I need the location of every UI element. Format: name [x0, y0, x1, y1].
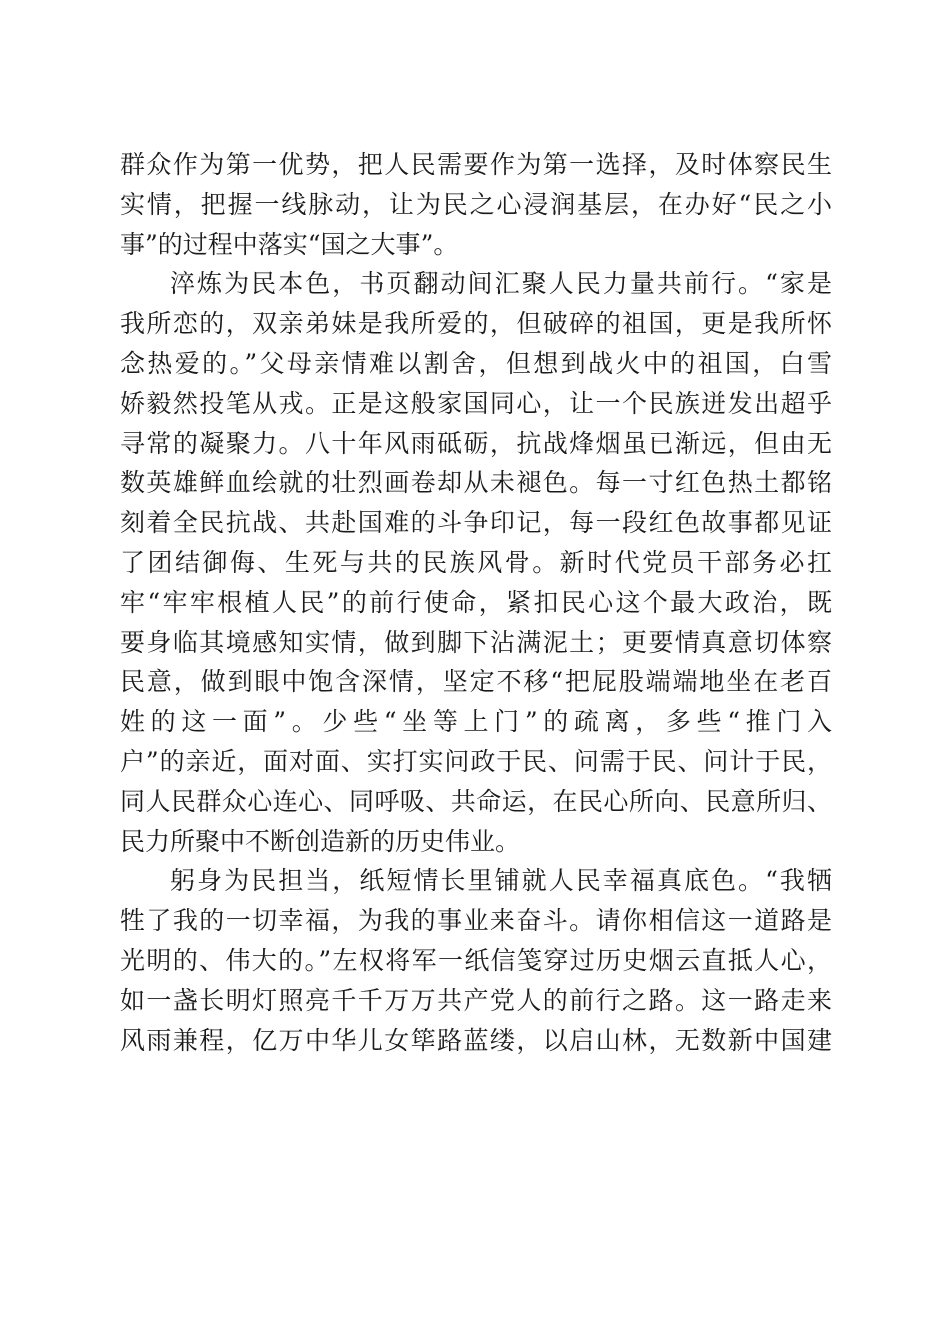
text-line: 光明的、伟大的。”左权将军一纸信笺穿过历史烟云直抵人心，	[120, 945, 832, 975]
text-line: 牢“牢牢根植人民”的前行使命，紧扣民心这个最大政治，既	[120, 587, 832, 617]
text-line: 淬炼为民本色，书页翻动间汇聚人民力量共前行。“家是	[170, 269, 832, 299]
text-line: 我所恋的，双亲弟妹是我所爱的，但破碎的祖国，更是我所怀	[120, 309, 832, 339]
text-line: 风雨兼程，亿万中华儿女筚路蓝缕，以启山林，无数新中国建	[120, 1025, 832, 1055]
text-line: 实情，把握一线脉动，让为民之心浸润基层，在办好“民之小	[120, 189, 832, 219]
text-line: 如一盏长明灯照亮千千万万共产党人的前行之路。这一路走来	[120, 985, 832, 1015]
text-line: 牲了我的一切幸福，为我的事业来奋斗。请你相信这一道路是	[120, 906, 832, 936]
text-line: 事”的过程中落实“国之大事”。	[120, 229, 459, 259]
text-line: 民意，做到眼中饱含深情，坚定不移“把屁股端端地坐在老百	[120, 667, 832, 697]
text-line: 民力所聚中不断创造新的历史伟业。	[120, 826, 521, 856]
text-line: 户”的亲近，面对面、实打实问政于民、问需于民、问计于民，	[120, 746, 832, 776]
text-line: 娇毅然投笔从戎。正是这般家国同心，让一个民族迸发出超乎	[120, 388, 832, 418]
text-line: 要身临其境感知实情，做到脚下沾满泥土；更要情真意切体察	[120, 627, 832, 657]
text-line: 同人民群众心连心、同呼吸、共命运，在民心所向、民意所归、	[120, 786, 832, 816]
text-line: 刻着全民抗战、共赴国难的斗争印记，每一段红色故事都见证	[120, 508, 832, 538]
paragraph	[120, 264, 832, 861]
text-line: 寻常的凝聚力。八十年风雨砥砺，抗战烽烟虽已渐远，但由无	[120, 428, 832, 458]
text-line: 了团结御侮、生死与共的民族风骨。新时代党员干部务必扛	[120, 547, 832, 577]
text-line: 躬身为民担当，纸短情长里铺就人民幸福真底色。“我牺	[170, 866, 832, 896]
paragraph	[120, 861, 832, 1060]
text-line: 念热爱的。”父母亲情难以割舍，但想到战火中的祖国，白雪	[120, 348, 832, 378]
text-line: 数英雄鲜血绘就的壮烈画卷却从未褪色。每一寸红色热土都铭	[120, 468, 832, 498]
paragraph	[120, 145, 832, 264]
document-body	[120, 145, 832, 1060]
text-line: 姓的这一面”。少些“坐等上门”的疏离，多些“推门入	[120, 707, 832, 737]
text-line: 群众作为第一优势，把人民需要作为第一选择，及时体察民生	[120, 150, 832, 179]
